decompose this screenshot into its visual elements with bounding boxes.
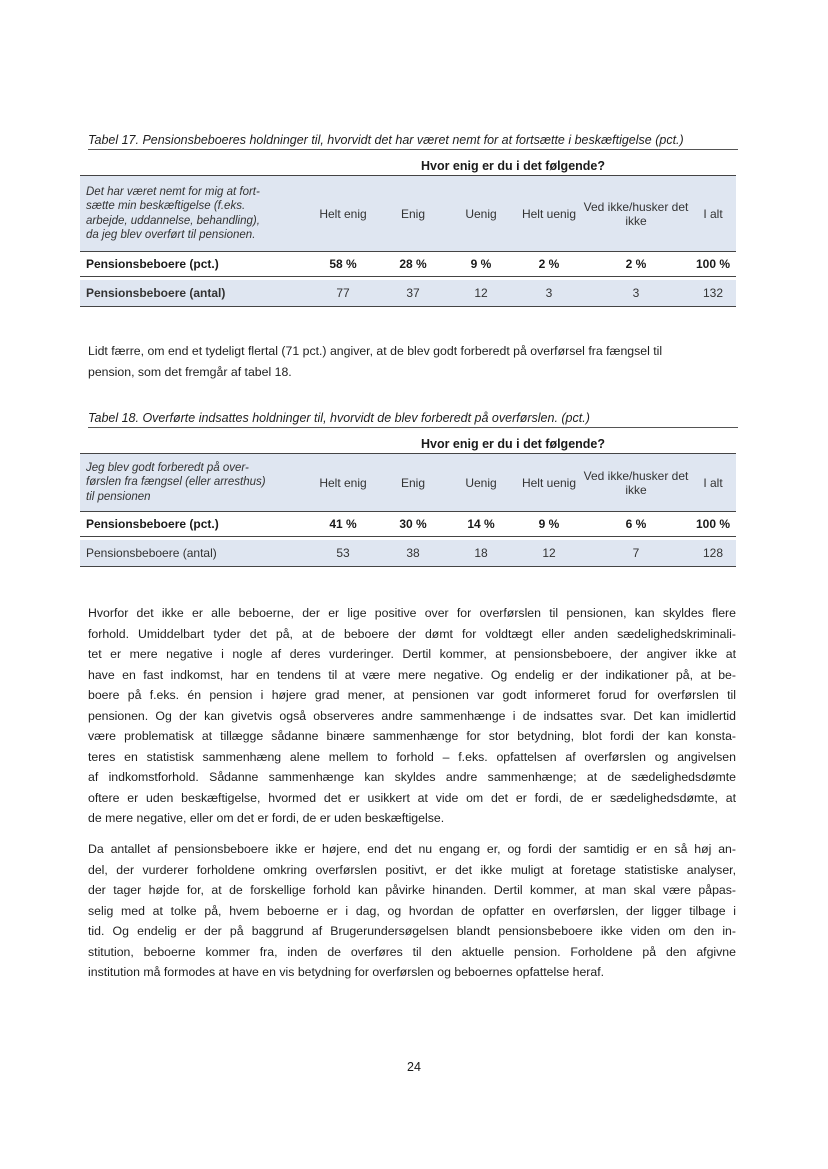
table-row: Pensionsbeboere (pct.) 41 % 30 % 14 % 9 % 6 % 100 %: [80, 512, 736, 537]
table18-header-row: [80, 454, 736, 512]
col-uenig: Uenig: [465, 206, 497, 221]
page-number: 24: [407, 1060, 421, 1074]
col-enig: Enig: [400, 475, 426, 490]
col-helt-uenig: Helt uenig: [521, 475, 577, 490]
col-i-alt: I alt: [703, 206, 723, 221]
table17-caption: Tabel 17. Pensionsbeboeres holdninger til, hvorvidt det har været nemt for at fortsætte i beskæftigelse (pct.): [88, 133, 738, 150]
table-row: Pensionsbeboere (pct.) 58 % 28 % 9 % 2 % 2 % 100 %: [80, 252, 736, 277]
col-helt-enig: Helt enig: [319, 206, 367, 221]
table18-question: Jeg blev godt forberedt på over- førslen fra fængsel (eller arresthus) til pensionen: [86, 461, 266, 503]
paragraph-2: Hvorfor det ikke er alle beboerne, der er lige positive over for overførslen til pensionen, kan skyldes flere forhold. Umiddelbart tyder det på, at de beboere der dømt for voldtægt eller anden sædelighedskriminali- tet er mere negative i nogle af deres vurderinger. Dertil kommer, at pensionsbeboere, der angiver ikke at have en fast indkomst, har en tendens til at være mere negative. Og endelig er der indikationer på, at be- boere på f.eks. én pension i højere grad mener, at pensionen var godt informeret forud for overførslen til pensionen. Og der kan givetvis også observeres andre sammenhænge i de indsattes svar. Det kan imidlertid være problematisk at tillægge sådanne binære sammenhænge for stor betydning, blot fordi der kan konsta- teres en statistisk sammenhæng alene mellem to forhold – f.eks. opfattelsen af overførslen og angivelsen af indkomstforhold. Sådanne sammenhænge kan skyldes andre sammenhænge; at de sædelighedsdømte oftere er uden beskæftigelse, hvormed det er usikkert at vide om det er fordi, de er sædelighedsdømte, at de mere negative, eller om det er fordi, de er uden beskæftigelse.: [88, 606, 736, 825]
col-ved-ikke: Ved ikke/husker det ikke: [583, 199, 689, 228]
table17-header-row: [80, 176, 736, 252]
paragraph-1: Lidt færre, om end et tydeligt flertal (71 pct.) angiver, at de blev godt forberedt på overførsel fra fængsel til pension, som det fremgår af tabel 18.: [88, 344, 663, 379]
col-helt-uenig: Helt uenig: [521, 206, 577, 221]
paragraph-3: Da antallet af pensionsbeboere ikke er højere, end det nu engang er, og fordi der samtidig er en så høj an- del, der vurderer forholdene omkring overførslen positivt, er det ikke muligt at foretage statistiske analyser, der tager højde for, at de forskellige forhold kan påvirke hinanden. Dertil kommer, at man skal være påpas- selig med at tolke på, hvem beboerne er i dag, og hvordan de opfatter en overførslen, der ligger tilbage i tid. Og endelig er der på baggrund af Brugerundersøgelsen blandt pensionsbeboere ikke viden om den in- stitution, beboerne kommer fra, inden de overføres til den aktuelle pension. Forholdene på den afgivne institution må formodes at have en vis betydning for overførslen og beboernes opfattelse heraf.: [88, 842, 736, 979]
table17-group-header: Hvor enig er du i det følgende?: [80, 156, 736, 176]
table-row: Pensionsbeboere (antal) 53 38 18 12 7 128: [80, 540, 736, 567]
table17-question: Det har været nemt for mig at fort- sætte min beskæftigelse (f.eks. arbejde, uddannelse, behandling), da jeg blev overført til pensionen.: [86, 185, 260, 241]
table18-group-header: Hvor enig er du i det følgende?: [80, 434, 736, 454]
col-enig: Enig: [400, 206, 426, 221]
col-i-alt: I alt: [703, 475, 723, 490]
col-helt-enig: Helt enig: [319, 475, 367, 490]
table17: [80, 156, 736, 307]
col-ved-ikke: Ved ikke/husker det ikke: [583, 468, 689, 497]
col-uenig: Uenig: [465, 475, 497, 490]
table-row: Pensionsbeboere (antal) 77 37 12 3 3 132: [80, 280, 736, 307]
table18-caption: Tabel 18. Overførte indsattes holdninger til, hvorvidt de blev forberedt på overførslen. (pct.): [88, 411, 738, 428]
table18: [80, 434, 736, 567]
